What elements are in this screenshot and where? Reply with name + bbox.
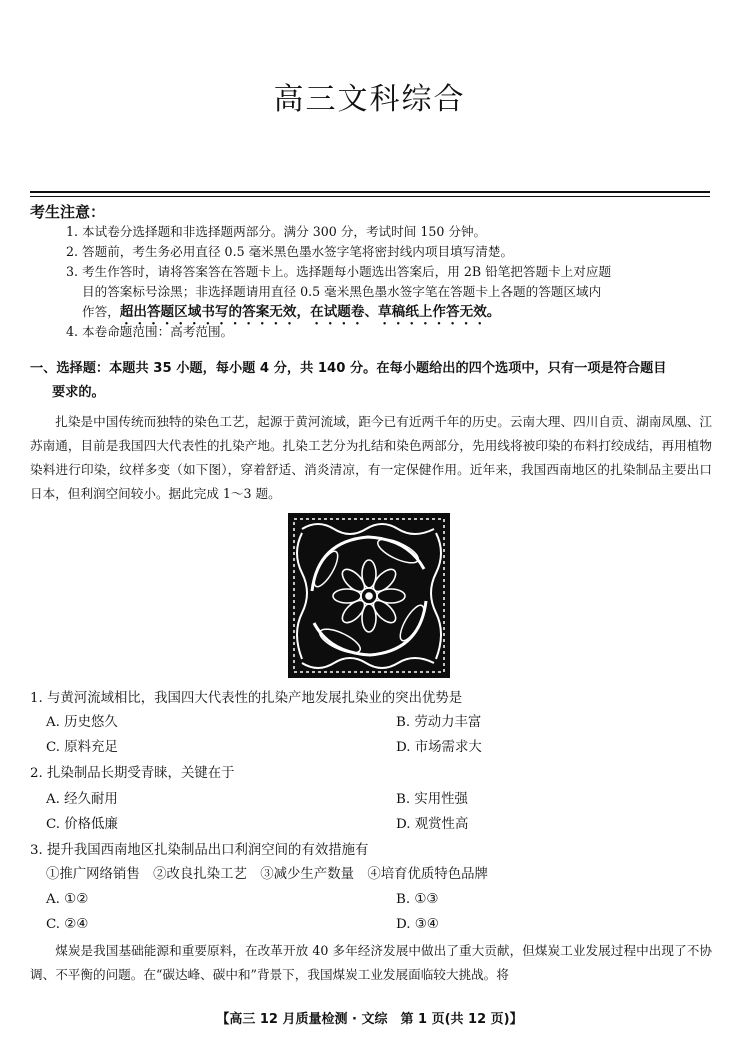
notice-item-4: 4. 本卷命题范围：高考范围。 <box>66 324 234 339</box>
tie-dye-pattern-icon <box>288 513 450 678</box>
question-2-option-b: B. 实用性强 <box>396 792 468 807</box>
question-3-option-c: C. ②④ <box>46 917 89 932</box>
notice-item-1: 1. 本试卷分选择题和非选择题两部分。满分 300 分，考试时间 150 分钟。 <box>66 224 487 239</box>
question-3-stem: 3. 提升我国西南地区扎染制品出口利润空间的有效措施有 <box>30 843 369 858</box>
question-1-option-d: D. 市场需求大 <box>396 740 482 755</box>
header-rule-thick <box>30 191 710 193</box>
question-1-option-c: C. 原料充足 <box>46 740 118 755</box>
section-heading-line-2: 要求的。 <box>52 385 105 400</box>
question-1-option-a: A. 历史悠久 <box>46 715 118 730</box>
question-3-option-d: D. ③④ <box>396 917 439 932</box>
notice-item-2: 2. 答题前，考生务必用直径 0.5 毫米黑色墨水签字笔将密封线内项目填写清楚。 <box>66 244 514 259</box>
passage-tie-dye: 扎染是中国传统而独特的染色工艺，起源于黄河流域，距今已有近两千年的历史。云南大理、四川自贡、湖南凤凰、江苏南通，目前是我国四大代表性的扎染产地。扎染工艺分为扎结和染色两部分，先用线将被印染的布料打绞成结，再用植物染料进行印染，纹样多变（如下图），穿着舒适、消炎清凉，有一定保健作用。近年来，我国西南地区的扎染制品主要出口日本，但利润空间较小。据此完成 1～3 题。 <box>30 414 712 501</box>
question-2-stem: 2. 扎染制品长期受青睐，关键在于 <box>30 766 235 781</box>
header-rule-thin <box>30 196 710 197</box>
question-2-option-d: D. 观赏性高 <box>396 817 469 832</box>
question-3-option-a: A. ①② <box>46 892 89 907</box>
notice-item-3-line-1: 3. 考生作答时，请将答案答在答题卡上。选择题每小题选出答案后，用 2B 铅笔把答题卡上对应题 <box>66 264 612 279</box>
section-heading-line-1: 一、选择题：本题共 35 小题，每小题 4 分，共 140 分。在每小题给出的四个选项中，只有一项是符合题目 <box>30 361 667 376</box>
question-2-option-c: C. 价格低廉 <box>46 817 118 832</box>
notice-emphasis: 超出答题区域书写的答案无效，在试题卷、草稿纸上作答无效。 <box>119 304 501 320</box>
notice-item-3-line-2: 目的答案标号涂黑；非选择题请用直径 0.5 毫米黑色墨水签字笔在答题卡上各题的答题区域内 <box>82 284 602 299</box>
notice-heading: 考生注意： <box>30 203 106 221</box>
page-title: 高三文科综合 <box>273 82 466 117</box>
notice-item-3-line-3-prefix: 作答， <box>82 304 120 319</box>
question-2-option-a: A. 经久耐用 <box>46 792 118 807</box>
passage-coal: 煤炭是我国基础能源和重要原料，在改革开放 40 多年经济发展中做出了重大贡献，但煤炭工业发展过程中出现了不协调、不平衡的问题。在“碳达峰、碳中和”背景下，我国煤炭工业发展面临较大挑战。将 <box>30 943 712 982</box>
question-1-option-b: B. 劳动力丰富 <box>396 715 482 730</box>
tie-dye-pattern-figure <box>288 513 450 678</box>
question-1-stem: 1. 与黄河流域相比，我国四大代表性的扎染产地发展扎染业的突出优势是 <box>30 691 463 706</box>
question-3-measures: ①推广网络销售 ②改良扎染工艺 ③减少生产数量 ④培育优质特色品牌 <box>46 867 488 882</box>
question-3-option-b: B. ①③ <box>396 892 439 907</box>
page-footer: 【高三 12 月质量检测 · 文综 第 1 页(共 12 页)】 <box>216 1012 523 1027</box>
